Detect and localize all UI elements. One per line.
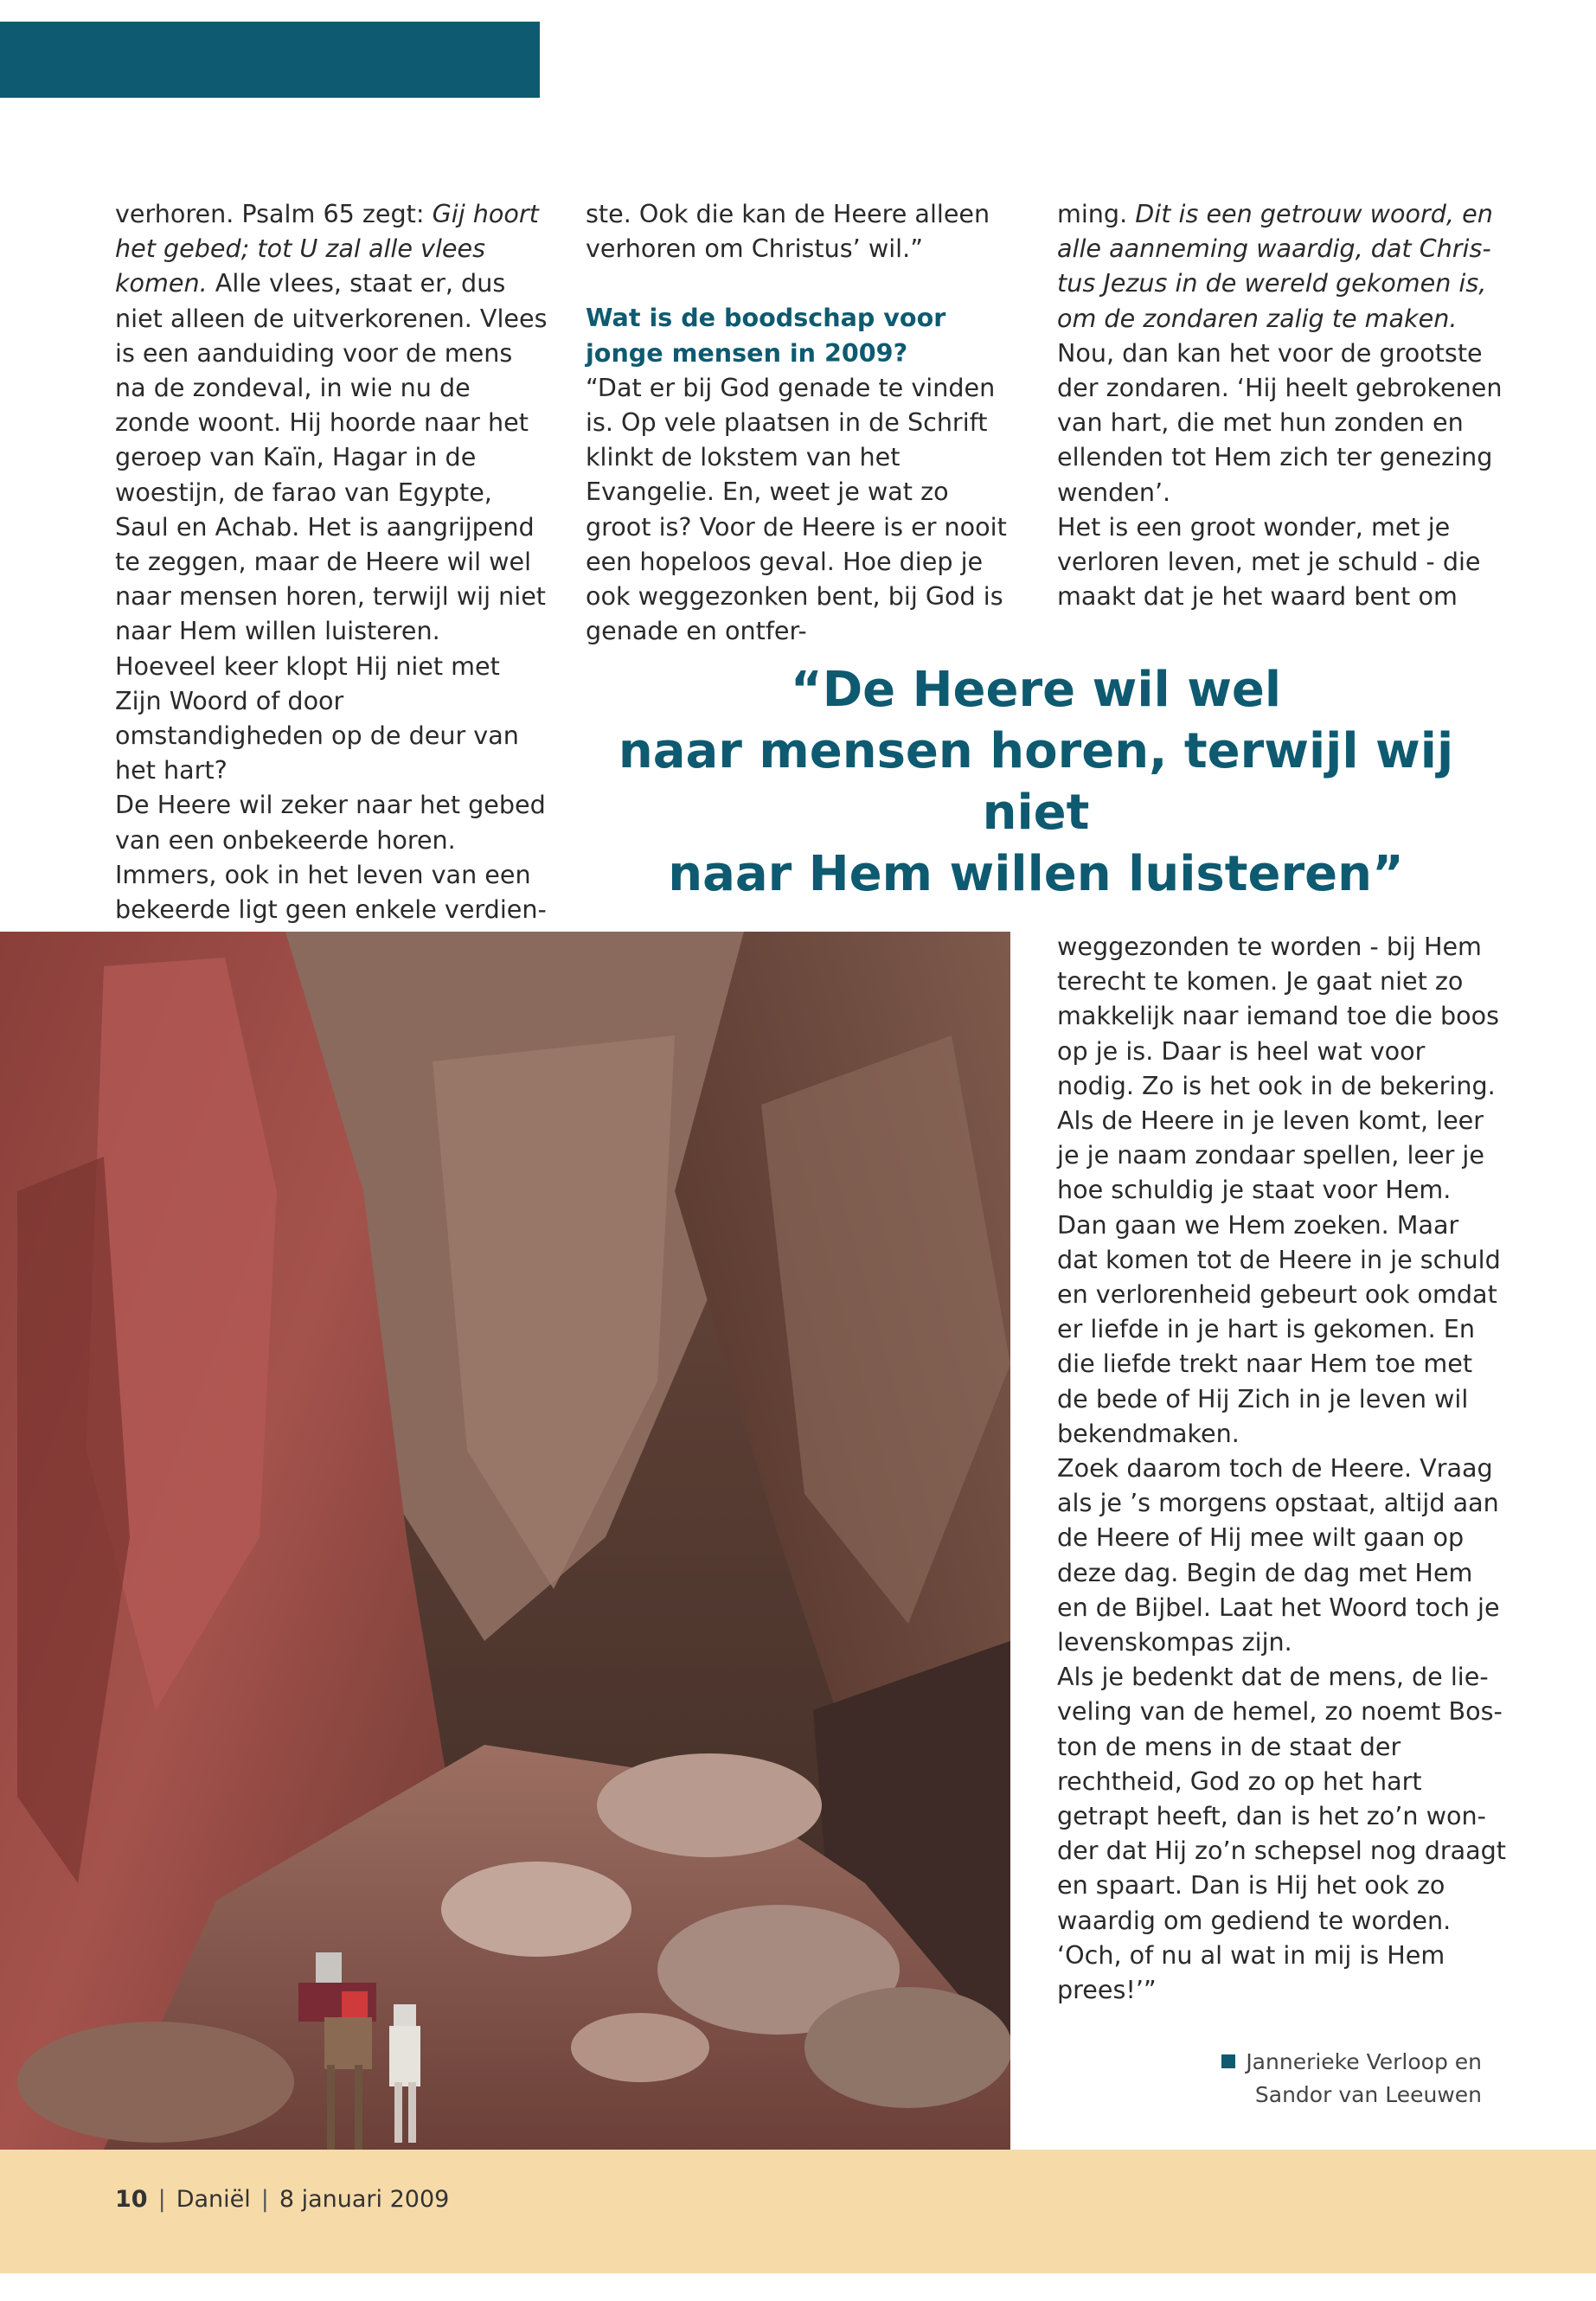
text-run: ming.	[1057, 199, 1136, 228]
page-number: 10	[115, 2186, 148, 2213]
pull-quote-line: “De Heere wil wel	[790, 662, 1282, 718]
paragraph: ste. Ook die kan de Heere alleen verhoren om Christus’ wil.”	[586, 199, 990, 264]
pull-quote-line: naar Hem willen luisteren”	[668, 846, 1404, 902]
paragraph: Het is een groot wonder, met je verloren leven, met je schuld - die maakt dat je het waard bent om	[1057, 511, 1481, 612]
credit-line	[1125, 2046, 1482, 2079]
separator: |	[260, 2186, 269, 2213]
canyon-photo	[0, 932, 1010, 2150]
pull-quote-line: naar mensen horen, terwijl wij niet	[618, 723, 1454, 841]
article-column-2	[586, 196, 1018, 648]
paragraph: Zoek daarom toch de Heere. Vraag als je ’s morgens opstaat, altijd aan de Heere of Hij mee wilt gaan op deze dag. Begin de dag met Hem en de Bijbel. Laat het Woord toch je levenskompas zijn.	[1057, 1453, 1500, 1657]
article-column-3-continued	[1057, 929, 1507, 2007]
text-run: verhoren. Psalm 65 zegt:	[115, 199, 433, 228]
paragraph: De Heere wil zeker naar het gebed van een onbekeerde horen. Immers, ook in het leven van een bekeerde ligt geen enkele verdien-	[115, 790, 547, 925]
article-column-1	[115, 196, 548, 926]
text-run: Alle vlees, staat er, dus niet alleen de uitverkorenen. Vlees is een aanduiding voor de mens na de zondeval, in wie nu de zonde woont. Hij hoorde naar het geroep van Kaïn, Hagar in de woestijn, de farao van Egypte, Saul en Achab. Het is aangrijpend te zeggen, maar de Heere wil wel naar mensen horen, terwijl wij niet naar Hem willen luisteren. Hoeveel keer klopt Hij niet met Zijn Woord of door omstandigheden op de deur van het hart?	[115, 268, 548, 785]
paragraph: “Dat er bij God genade te vinden is. Op vele plaatsen in de Schrift klinkt de lokstem van het Evangelie. En, weet je wat zo groot is? Voor de Heere is er nooit een hopeloos geval. Hoe diep je ook weggezonken bent, bij God is genade en ontfer-	[586, 372, 1007, 646]
square-bullet-icon	[1221, 2054, 1235, 2068]
author-credit	[1125, 2046, 1482, 2112]
pull-quote	[588, 659, 1484, 905]
article-column-3	[1057, 196, 1507, 613]
separator: |	[157, 2186, 166, 2213]
credit-line-2: Sandor van Leeuwen	[1254, 2082, 1482, 2107]
publication-date: 8 januari 2009	[279, 2186, 450, 2213]
paragraph	[1057, 196, 1507, 510]
paragraph: Als je bedenkt dat de mens, de lie-veling van de hemel, zo noemt Bos-ton de mens in de staat der rechtheid, God zo op het hart getrapt heeft, dan is het zo’n won-der dat Hij zo’n schepsel nog draagt en spaart. Dan is Hij het ook zo waardig om gediend te worden. ‘Och, of nu al wat in mij is Hem prees!’”	[1057, 1662, 1507, 2005]
publication-name: Daniël	[176, 2186, 251, 2213]
scripture-quote: Dit is een getrouw woord, en alle aanneming waardig, dat Chris-tus Jezus in de wereld gekomen is, om de zondaren zalig te maken.	[1057, 199, 1493, 333]
footer-info	[115, 2186, 449, 2213]
header-color-bar	[0, 22, 540, 98]
paragraph	[115, 196, 548, 787]
text-run: Nou, dan kan het voor de grootste der zondaren. ‘Hij heelt gebrokenen van hart, die met hun zonden en ellenden tot Hem zich ter genezing wenden’.	[1057, 337, 1503, 507]
interview-question-heading: Wat is de boodschap voor jonge mensen in 2009?	[586, 303, 946, 368]
scripture-quote: Gij hoort het gebed; tot U zal alle vlees komen.	[115, 199, 539, 298]
credit-line-1: Jannerieke Verloop en	[1246, 2049, 1482, 2074]
paragraph: weggezonden te worden - bij Hem terecht te komen. Je gaat niet zo makkelijk naar iemand toe die boos op je is. Daar is heel wat voor nodig. Zo is het ook in de bekering. Als de Heere in je leven komt, leer je je naam zondaar spellen, leer je hoe schuldig je staat voor Hem. Dan gaan we Hem zoeken. Maar dat komen tot de Heere in je schuld en verlorenheid gebeurt ook omdat er liefde in je hart is gekomen. En die liefde trekt naar Hem toe met de bede of Hij Zich in je leven wil bekendmaken.	[1057, 932, 1501, 1448]
